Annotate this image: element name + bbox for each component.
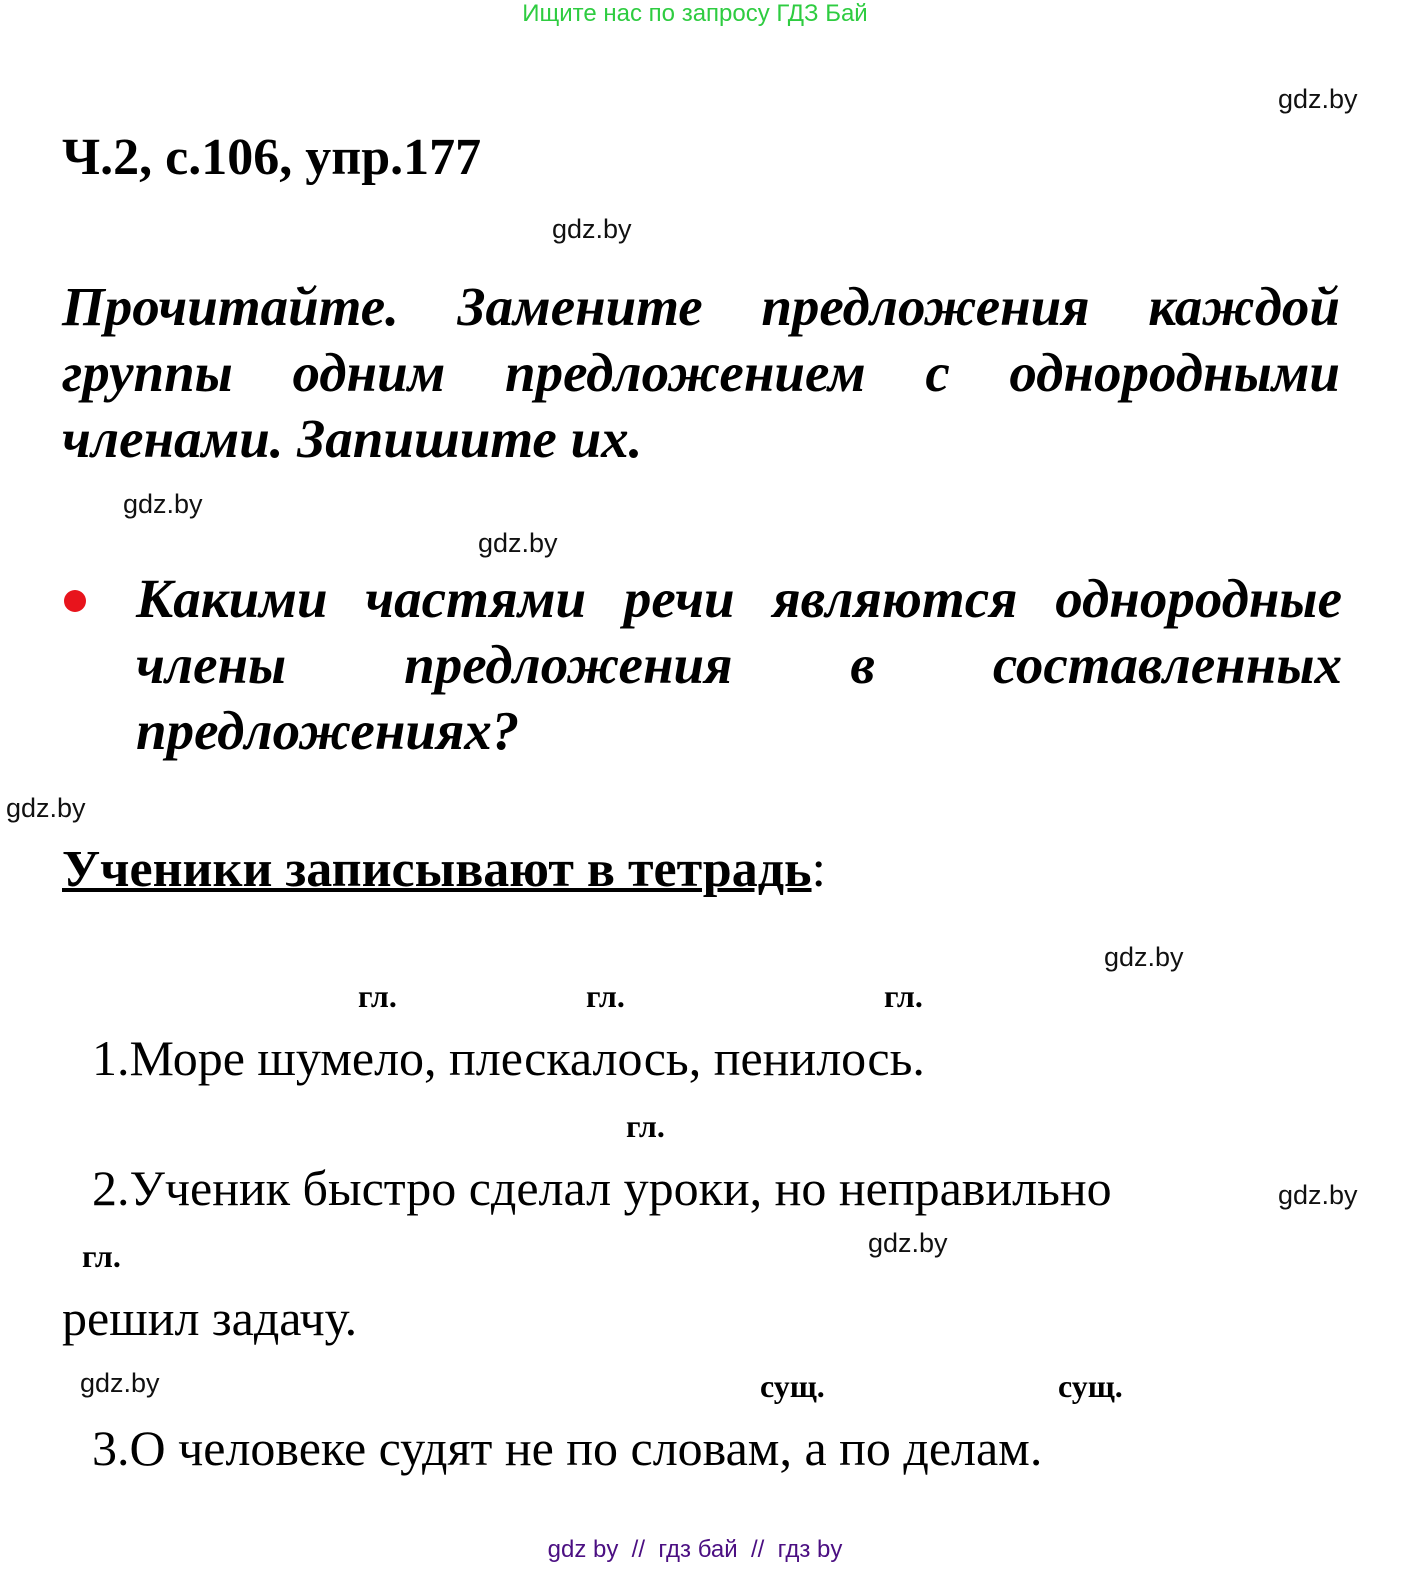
top-banner[interactable]: Ищите нас по запросу ГДЗ Бай <box>522 0 868 27</box>
task-line: членами. Запишите их. <box>62 408 643 469</box>
sentence-2b: решил задачу. <box>62 1290 358 1346</box>
watermark: gdz.by <box>1278 84 1358 114</box>
task-line: Прочитайте. Замените предложения каждой <box>62 276 1340 337</box>
watermark: gdz.by <box>478 528 558 558</box>
task-line: группы одним предложением с однородными <box>62 342 1340 403</box>
question-line: предложениях? <box>136 700 520 761</box>
verb-label: гл. <box>358 978 397 1014</box>
noun-label: сущ. <box>1058 1368 1123 1404</box>
page-title: Ч.2, с.106, упр.177 <box>62 129 482 186</box>
verb-label: гл. <box>586 978 625 1014</box>
watermark: gdz.by <box>6 793 86 823</box>
footer-links[interactable]: gdz by // гдз бай // гдз by <box>547 1536 843 1563</box>
watermark: gdz.by <box>1278 1180 1358 1210</box>
heading-text: Ученики записывают в тетрадь <box>62 841 812 898</box>
sentence-2a: 2.Ученик быстро сделал уроки, но неправильно <box>92 1160 1112 1216</box>
sentence-3: 3.О человеке судят не по словам, а по делам. <box>92 1420 1043 1476</box>
watermark: gdz.by <box>80 1368 160 1398</box>
question-line: Какими частями речи являются однородные <box>136 568 1342 629</box>
watermark: gdz.by <box>552 214 632 244</box>
verb-label: гл. <box>884 978 923 1014</box>
bullet-icon <box>64 590 86 612</box>
watermark: gdz.by <box>868 1228 948 1258</box>
section-heading <box>62 840 826 900</box>
noun-label: сущ. <box>760 1368 825 1404</box>
question-text <box>136 566 1342 764</box>
sentence-1: 1.Море шумело, плескалось, пенилось. <box>92 1030 925 1086</box>
watermark: gdz.by <box>1104 942 1184 972</box>
task-text <box>62 274 1340 472</box>
watermark: gdz.by <box>123 489 203 519</box>
question-line: члены предложения в составленных <box>136 634 1342 695</box>
verb-label: гл. <box>626 1108 665 1144</box>
verb-label: гл. <box>82 1238 121 1274</box>
heading-colon: : <box>811 841 826 898</box>
